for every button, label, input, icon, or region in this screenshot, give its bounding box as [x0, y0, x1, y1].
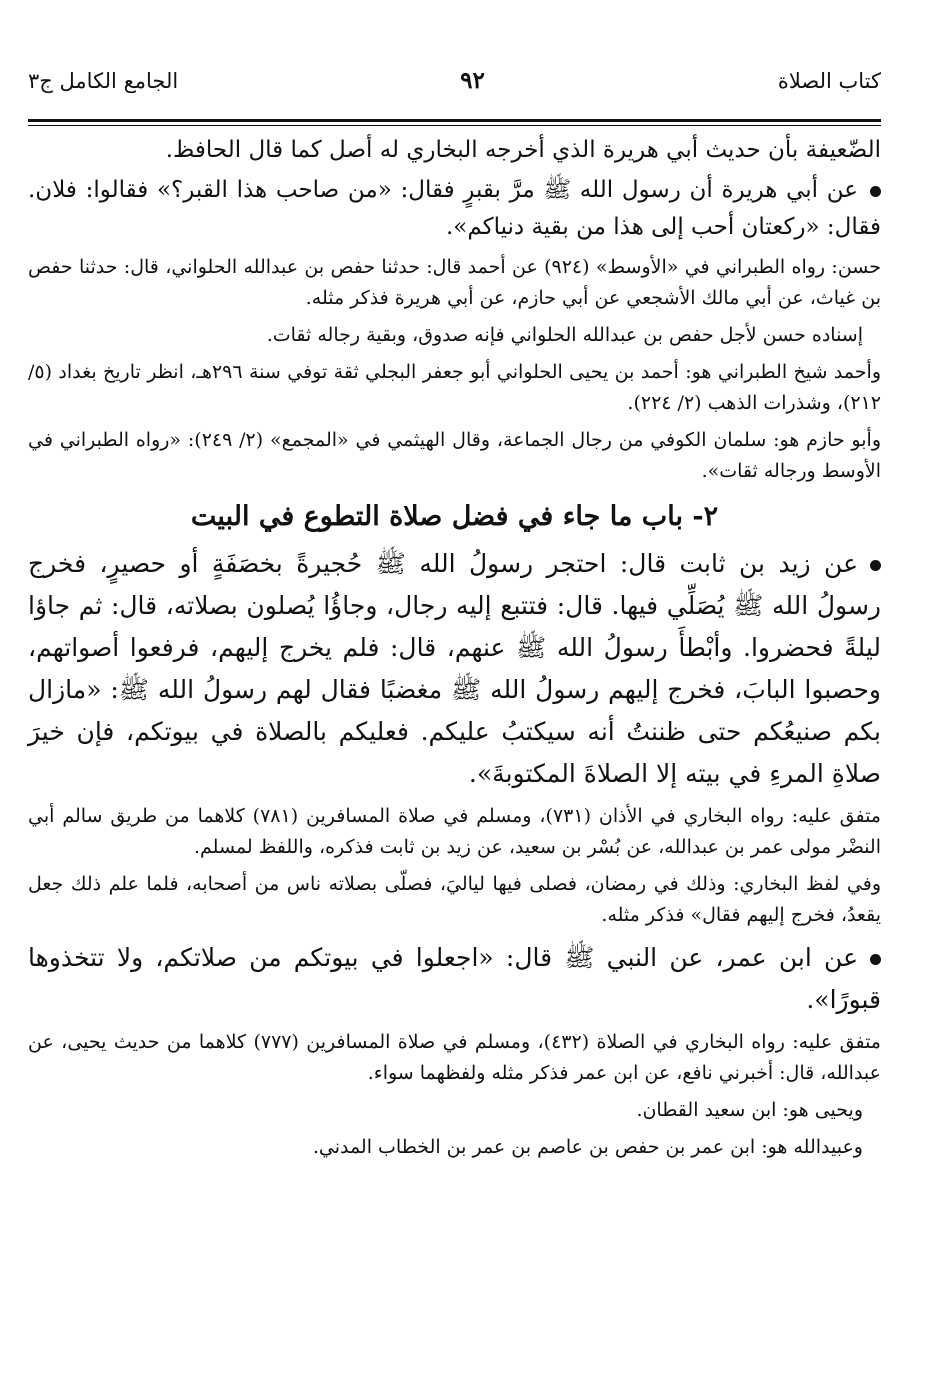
hadith-text: عن أبي هريرة أن رسول الله ﷺ مرَّ بقبرٍ فقال: «من صاحب هذا القبر؟» فقالوا: فلان. فقال: «ركعتان أحب إلى هذا من بقية دنياكم».: [28, 177, 881, 240]
bullet-icon: [870, 186, 881, 197]
page-number: ٩٢: [460, 67, 485, 94]
narrator-note-yahya: ويحيى هو: ابن سعيد القطان.: [636, 1099, 863, 1121]
bullet-icon: [870, 954, 881, 965]
hadith-text: عن ابن عمر، عن النبي ﷺ قال: «اجعلوا في بيوتكم من صلاتكم، ولا تتخذوها قبورًا».: [28, 943, 881, 1014]
narrator-note-abu-hazim: وأبو حازم هو: سلمان الكوفي من رجال الجماعة، وقال الهيثمي في «المجمع» (٢/ ٢٤٩): «رواه الطبراني في الأوسط ورجاله ثقات».: [28, 429, 881, 482]
bukhari-wording-note: وفي لفظ البخاري: وذلك في رمضان، فصلى فيها لياليَ، فصلّى بصلاته ناس من أصحابه، فلما علم ذلك جعل يقعدُ، فخرج إليهم فقال» فذكر مثله.: [28, 873, 881, 926]
hadith-ibn-umar: [28, 937, 881, 1021]
bullet-icon: [870, 560, 881, 571]
header-volume: الجامع الكامل ج٣: [28, 69, 179, 93]
header-rule-thick: [28, 119, 881, 122]
hadith-text: عن زيد بن ثابت قال: احتجر رسولُ الله ﷺ حُجيرةً بخصَفَةٍ أو حصيرٍ، فخرج رسولُ الله ﷺ يُصَلِّي فيها. قال: فتتبع إليه رجال، وجاؤُا يُصلون بصلاته، قال: ثم جاؤا ليلةً فحضروا. وأبْطأَ رسولُ الله ﷺ عنهم، قال: فلم يخرج إليهم، فرفعوا أصواتهم، وحصبوا البابَ، فخرج إليهم رسولُ الله ﷺ مغضبًا فقال لهم رسولُ الله ﷺ: «مازال بكم صنيعُكم حتى ظننتُ أنه سيكتبُ عليكم. فعليكم بالصلاة في بيوتكم، فإن خيرَ صلاةِ المرءِ في بيته إلا الصلاةَ المكتوبةَ».: [28, 549, 881, 788]
takhrij-note: متفق عليه: رواه البخاري في الصلاة (٤٣٢)، ومسلم في صلاة المسافرين (٧٧٧) كلاهما من حديث يحيى، عن عبدالله، قال: أخبرني نافع، عن ابن عمر فذكر مثله ولفظهما سواء.: [28, 1031, 881, 1084]
header-book-title: كتاب الصلاة: [777, 69, 881, 93]
hadith-zayd-ibn-thabit: [28, 543, 881, 795]
paragraph-continuation: الضّعيفة بأن حديث أبي هريرة الذي أخرجه البخاري له أصل كما قال الحافظ.: [165, 137, 881, 163]
header-rule-thin: [28, 125, 881, 126]
narrator-note-ubaydullah: وعبيدالله هو: ابن عمر بن حفص بن عاصم بن عمر بن الخطاب المدني.: [312, 1136, 863, 1158]
hadith-abu-hurayra: [28, 172, 881, 246]
takhrij-note: حسن: رواه الطبراني في «الأوسط» (٩٢٤) عن أحمد قال: حدثنا حفص بن عبدالله الحلواني، قال: حدثنا حفص بن غياث، عن أبي مالك الأشجعي عن أبي حازم، عن أبي هريرة فذكر مثله.: [28, 256, 881, 309]
chapter-title: ٢- باب ما جاء في فضل صلاة التطوع في البيت: [190, 501, 719, 532]
narrator-note-ahmad: وأحمد شيخ الطبراني هو: أحمد بن يحيى الحلواني أبو جعفر البجلي ثقة توفي سنة ٢٩٦هـ، انظر تاريخ بغداد (٥/ ٢١٢)، وشذرات الذهب (٢/ ٢٢٤).: [28, 361, 881, 414]
takhrij-note: متفق عليه: رواه البخاري في الأذان (٧٣١)، ومسلم في صلاة المسافرين (٧٨١) كلاهما من طريق سالم أبي النضْر مولى عمر بن عبدالله، عن بُسْر بن سعيد، عن زيد بن ثابت فذكره، واللفظ لمسلم.: [28, 805, 881, 858]
isnad-note: إسناده حسن لأجل حفص بن عبدالله الحلواني فإنه صدوق، وبقية رجاله ثقات.: [266, 324, 863, 346]
page-body: [28, 132, 881, 1169]
